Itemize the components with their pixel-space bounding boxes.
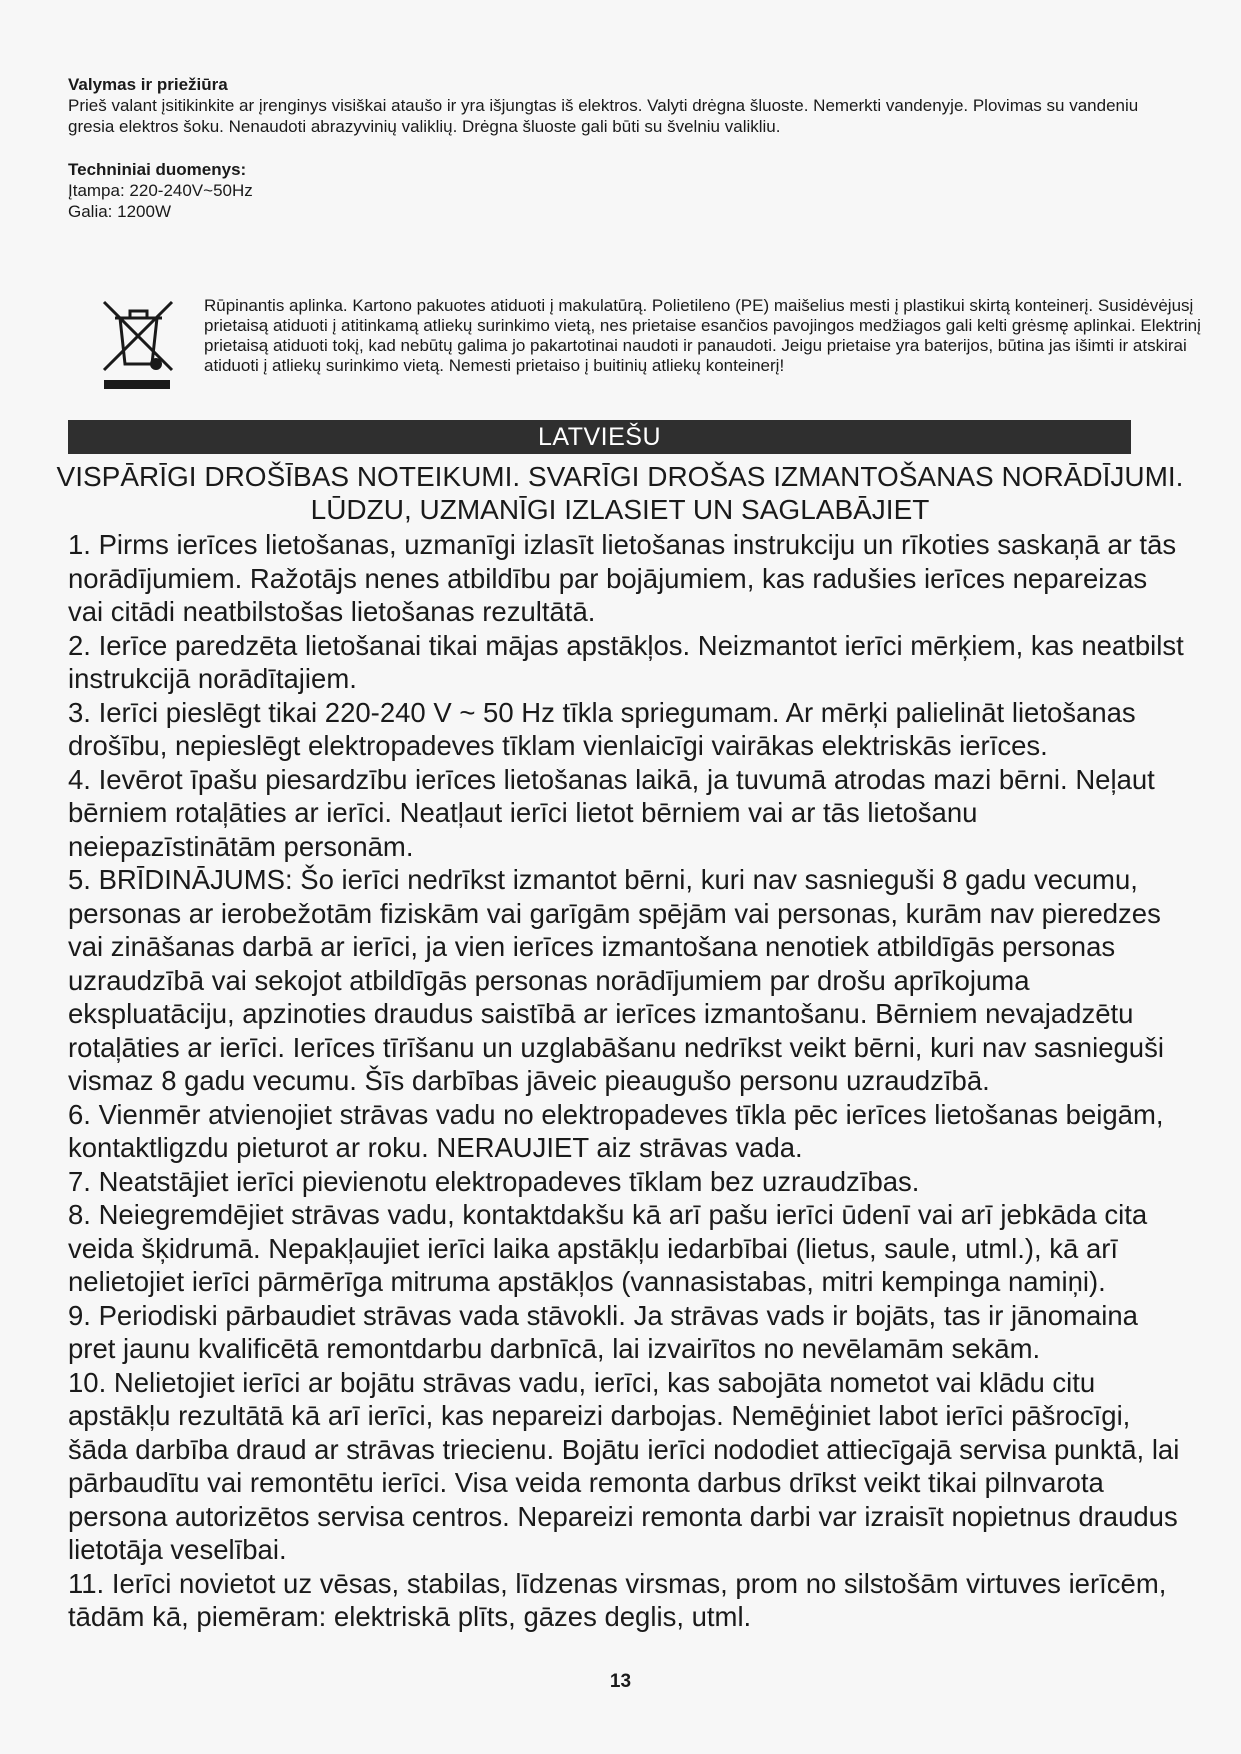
- instruction-item: 11. Ierīci novietot uz vēsas, stabilas, līdzenas virsmas, prom no silstošām virtuves ierīcēm, tādām kā, piemēram: elektriskā plīts, gāzes deglis, utml.: [68, 1567, 1167, 1632]
- instruction-item: 1. Pirms ierīces lietošanas, uzmanīgi izlasīt lietošanas instrukciju un rīkoties saskaņā ar tās norādījumiem. Ražotājs nenes atbildību par bojājumiem, kas radušies ierīces nepareizas vai citādi neatbilstošas lietošanas rezultātā.: [68, 529, 1177, 627]
- instruction-item: 6. Vienmēr atvienojiet strāvas vadu no elektropadeves tīkla pēc ierīces lietošanas beigām, kontaktligzdu pieturot ar roku. NERAUJIET aiz strāvas vada.: [68, 1098, 1164, 1163]
- cleaning-text: Prieš valant įsitikinkite ar įrenginys visiškai ataušo ir yra išjungtas iš elektros. Valyti drėgna šluoste. Nemerkti vandenyje. Plovimas su vandeniu gresia elektros šoku. Nenaudoti abrazyvinių valiklių. Drėgna šluoste gali būti su švelniu valikliu.: [68, 96, 1139, 136]
- instruction-item: 5. BRĪDINĀJUMS: Šo ierīci nedrīkst izmantot bērni, kuri nav sasnieguši 8 gadu vecumu, personas ar ierobežotām fiziskām vai garīgām spējām vai personas, kurām nav pieredzes vai zināšanas darbā ar ierīci, ja vien ierīces izmantošana nenotiek atbildīgās personas uzraudzībā vai sekojot atbildīgās personas norādījumiem par drošu aprīkojuma ekspluatāciju, apzinoties draudus saistībā ar ierīces izmantošanu. Bērniem nevajadzētu rotaļāties ar ierīci. Ierīces tīrīšanu un uzglabāšanu nedrīkst veikt bērni, kuri nav sasnieguši vismaz 8 gadu vecumu. Šīs darbības jāveic pieaugušo personu uzraudzībā.: [68, 864, 1164, 1096]
- safety-title: [40, 460, 1200, 526]
- page-number: 13: [609, 1671, 632, 1692]
- instruction-item: 4. Ievērot īpašu piesardzību ierīces lietošanas laikā, ja tuvumā atrodas mazi bērni. Neļaut bērniem rotaļāties ar ierīci. Neatļaut ierīci lietot bērniem vai ar tās lietošanu neiepazīstinātām personām.: [68, 763, 1155, 862]
- lithuanian-section: [68, 74, 1168, 222]
- safety-title-line2: LŪDZU, UZMANĪGI IZLASIET UN SAGLABĀJIET: [310, 494, 930, 525]
- instruction-item: 7. Neatstājiet ierīci pievienotu elektropadeves tīklam bez uzraudzības.: [68, 1165, 920, 1197]
- instruction-item: 10. Nelietojiet ierīci ar bojātu strāvas vadu, ierīci, kas sabojāta nometot vai klādu citu apstākļu rezultātā kā arī ierīci, kas nepareizi darbojas. Nemēģiniet labot ierīci pāšrocīgi, šāda darbība draud ar strāvas triecienu. Bojātu ierīci nododiet attiecīgajā servisa punktā, lai pārbaudītu vai remontētu ierīci. Visa veida remonta darbus drīkst veikt tikai pilnvarota persona autorizētos servisa centros. Nepareizi remonta darbi var izraisīt nopietnus draudus lietotāja veselībai.: [68, 1366, 1180, 1565]
- power-value: Galia: 1200W: [68, 202, 171, 221]
- instruction-item: 9. Periodiski pārbaudiet strāvas vada stāvokli. Ja strāvas vads ir bojāts, tas ir jānomaina pret jaunu kvalificētā remontdarbu darbnīcā, lai izvairītos no nevēlamām sekām.: [68, 1299, 1138, 1364]
- instruction-item: 2. Ierīce paredzēta lietošanai tikai mājas apstākļos. Neizmantot ierīci mērķiem, kas neatbilst instrukcijā norādītajiem.: [68, 629, 1184, 694]
- tech-heading: Techniniai duomenys:: [68, 160, 247, 179]
- cleaning-heading: Valymas ir priežiūra: [68, 75, 228, 94]
- technical-data: [68, 159, 1168, 222]
- crossed-out-bin-icon: [100, 296, 186, 396]
- language-banner: LATVIEŠU: [68, 420, 1131, 454]
- environment-notice: [100, 296, 1201, 406]
- voltage-value: Įtampa: 220-240V~50Hz: [68, 181, 253, 200]
- environment-text: Rūpinantis aplinka. Kartono pakuotes atiduoti į makulatūrą. Polietileno (PE) maišelius mesti į plastikui skirtą konteinerį. Susidėvėjusį prietaisą atiduoti į atitinkamą atliekų surinkimo vietą, nes prietaise esančios pavojingos medžiagos gali kelti grėsmę aplinkai. Elektrinį prietaisą atiduoti tokį, kad nebūtų galima jo pakartotinai naudoti ir panaudoti. Jeigu prietaise yra baterijos, būtina jas išimti ir atskirai atiduoti į atliekų surinkimo vietą. Nemesti prietaiso į buitinių atliekų konteinerį!: [204, 296, 1201, 375]
- instruction-item: 8. Neiegremdējiet strāvas vadu, kontaktdakšu kā arī pašu ierīci ūdenī vai arī jebkāda cita veida šķidrumā. Nepakļaujiet ierīci laika apstākļu iedarbībai (lietus, saule, utml.), kā arī nelietojiet ierīci pārmērīga mitruma apstākļos (vannasistabas, mitri kempinga namiņi).: [68, 1199, 1148, 1297]
- safety-title-line1: VISPĀRĪGI DROŠĪBAS NOTEIKUMI. SVARĪGI DROŠAS IZMANTOŠANAS NORĀDĪJUMI.: [56, 461, 1184, 492]
- safety-instructions: [68, 528, 1188, 1634]
- instruction-item: 3. Ierīci pieslēgt tikai 220-240 V ~ 50 Hz tīkla spriegumam. Ar mērķi palielināt lietošanas drošību, nepieslēgt elektropadeves tīklam vienlaicīgi vairākas elektriskās ierīces.: [68, 696, 1136, 761]
